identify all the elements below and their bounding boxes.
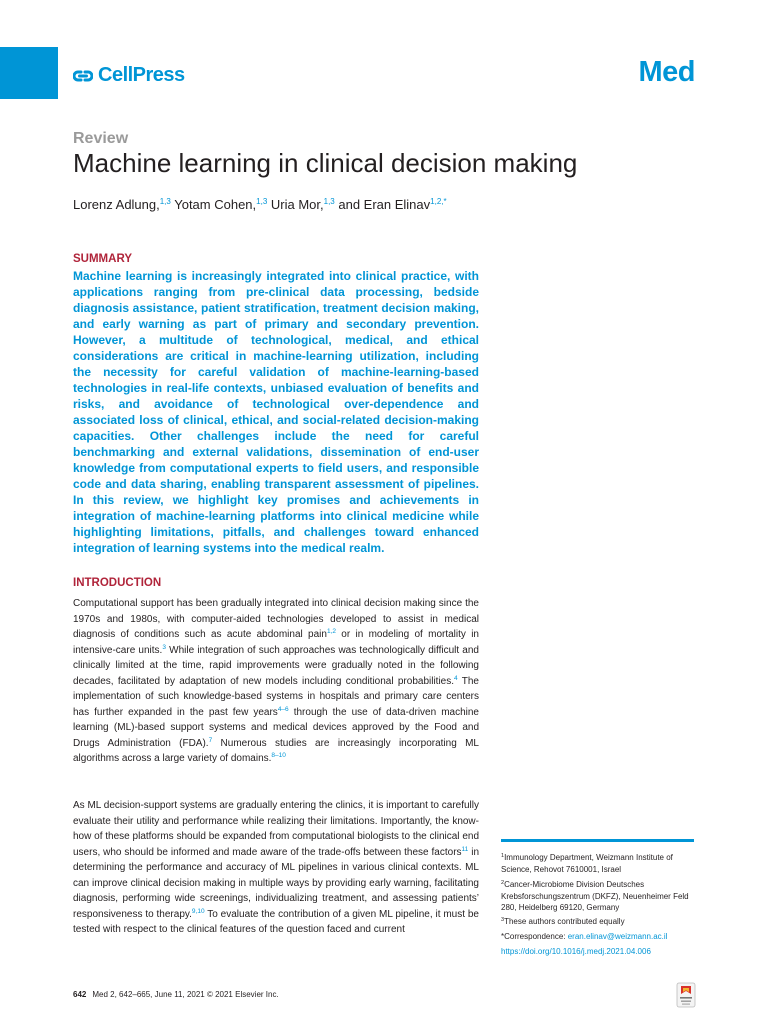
footnote-equal-contribution (501, 916, 701, 928)
citation-ref[interactable]: 3 (162, 643, 166, 651)
citation-ref[interactable]: 4–6 (277, 705, 289, 713)
paragraph-text: through the use of data-driven machine learning (ML)-based support systems and medical devices approved by the Food and Drugs Administration (FDA). (73, 706, 479, 749)
paragraph-text: The implementation of such knowledge-based systems in hospitals and primary care centers has further expanded in the past few years (73, 675, 479, 718)
citation-ref[interactable]: 1,2 (326, 628, 336, 635)
author-name: and Eran Elinav (334, 197, 431, 212)
author-affiliation[interactable]: 1,3 (256, 197, 268, 206)
summary-heading: SUMMARY (73, 253, 132, 265)
paragraph-text: Computational support has been gradually integrated into clinical decision making since the 1970s and 1980s, with computer-aided technologies developed to assist in medical diagnosis of conditions such as acute abdominal pain (73, 598, 479, 640)
paragraph-text: or in modeling of mortality in intensive-care units. (73, 629, 479, 656)
footnote-affiliation-2 (501, 879, 701, 914)
author-affiliation[interactable]: 1,2,* (430, 197, 447, 206)
author-affiliation[interactable]: 1,3 (323, 197, 335, 206)
cellpress-link-icon (73, 68, 93, 84)
paragraph-text: While integration of such approaches was technologically difficult and clinically limited at the time, rapid improvements were gradually noted in the following decades, facilitated by adaptation of new models including conditional probabilities. (73, 644, 479, 687)
paragraph-text: To evaluate the contribution of a given ML pipeline, it must be tested with respect to the clinical features of the question faced and current (73, 908, 479, 935)
author-name: Yotam Cohen, (170, 197, 257, 212)
footnote-number: 2 (501, 880, 505, 886)
citation-ref[interactable]: 8–10 (271, 752, 286, 759)
citation-ref[interactable]: 9,10 (191, 907, 205, 915)
header-accent-bar (0, 47, 58, 99)
paragraph-text: in determining the performance and accuracy of ML pipelines in various clinical contexts. ML can improve clinical decision making in multiple ways by providing early warning, facilitating diagnosis, performing wide screenings, individualizing treatment, and assessing patients’ responsiveness to therapy. (73, 846, 479, 920)
summary-text: Machine learning is increasingly integrated into clinical practice, with applications ranging from pre-clinical data processing, bedside diagnosis assistance, patient stratification, treatment decision making, and early warning as part of primary and secondary prevention. However, a multitude of technological, medical, and ethical considerations are critical in machine-learning utilization, including the necessity for careful validation of machine-learning-based technologies in real-life contexts, unbiased evaluation of benefits and risks, and avoidance of technological over-dependence and associated loss of clinical, ethical, and social-related decision-making capacities. Other challenges include the need for careful benchmarking and external validations, dissemination of end-user knowledge from computational experts to field users, and responsible code and data sharing, enabling transparent assessment of pipelines. In this review, we highlight key promises and achievements in integration of machine-learning platforms into clinical medicine while highlighting limitations, pitfalls, and challenges toward enhanced integration of learning systems into the medical realm. (73, 269, 479, 555)
introduction-paragraph-2 (73, 798, 479, 938)
correspondence-label: *Correspondence: (501, 932, 568, 941)
footnote-text: These authors contributed equally (504, 917, 625, 926)
author-name: Uria Mor, (267, 197, 324, 212)
author-list (73, 197, 447, 212)
footnote-affiliation-1 (501, 852, 701, 875)
footnote-correspondence (501, 931, 701, 943)
check-for-updates-icon[interactable] (676, 982, 696, 1008)
citation-ref[interactable]: 11 (461, 845, 469, 853)
journal-name[interactable]: Med (638, 56, 695, 88)
citation-ref[interactable]: 7 (208, 736, 213, 744)
paragraph-text: Numerous studies are increasingly incorporating ML algorithms across a large variety of domains. (73, 737, 479, 764)
footnote-text: Cancer-Microbiome Division Deutsches Krebsforschungszentrum (DKFZ), Neuenheimer Feld 280, Heidelberg 69120, Germany (501, 880, 689, 912)
footnote-number: 1 (501, 853, 505, 859)
correspondence-email-link[interactable]: eran.elinav@weizmann.ac.il (567, 932, 668, 941)
introduction-paragraph-1 (73, 596, 479, 767)
footnote-number: 3 (501, 917, 505, 923)
page-footer (73, 990, 279, 999)
article-type: Review (73, 130, 129, 147)
footnote-divider (501, 839, 694, 842)
publisher-name: CellPress (98, 64, 185, 86)
introduction-heading: INTRODUCTION (73, 577, 162, 589)
article-title: Machine learning in clinical decision making (73, 148, 578, 178)
paragraph-text: As ML decision-support systems are gradually entering the clinics, it is important to carefully evaluate their utility and performance while realizing their limitations. Importantly, the know-how of these platforms should be expanded from computational biologists to the clinical end users, who should be informed and made aware of the trade-offs between these factors (73, 800, 479, 858)
page-number: 642 (73, 990, 87, 999)
citation-line: Med 2, 642–665, June 11, 2021 © 2021 Elsevier Inc. (92, 990, 279, 999)
author-name: Lorenz Adlung, (73, 197, 160, 212)
citation-ref[interactable]: 4 (454, 674, 458, 682)
author-affiliation[interactable]: 1,3 (159, 197, 171, 206)
footnote-text: Immunology Department, Weizmann Institute of Science, Rehovot 7610001, Israel (501, 853, 673, 874)
cellpress-logo[interactable] (73, 64, 185, 87)
doi-link[interactable]: https://doi.org/10.1016/j.medj.2021.04.006 (501, 947, 651, 956)
